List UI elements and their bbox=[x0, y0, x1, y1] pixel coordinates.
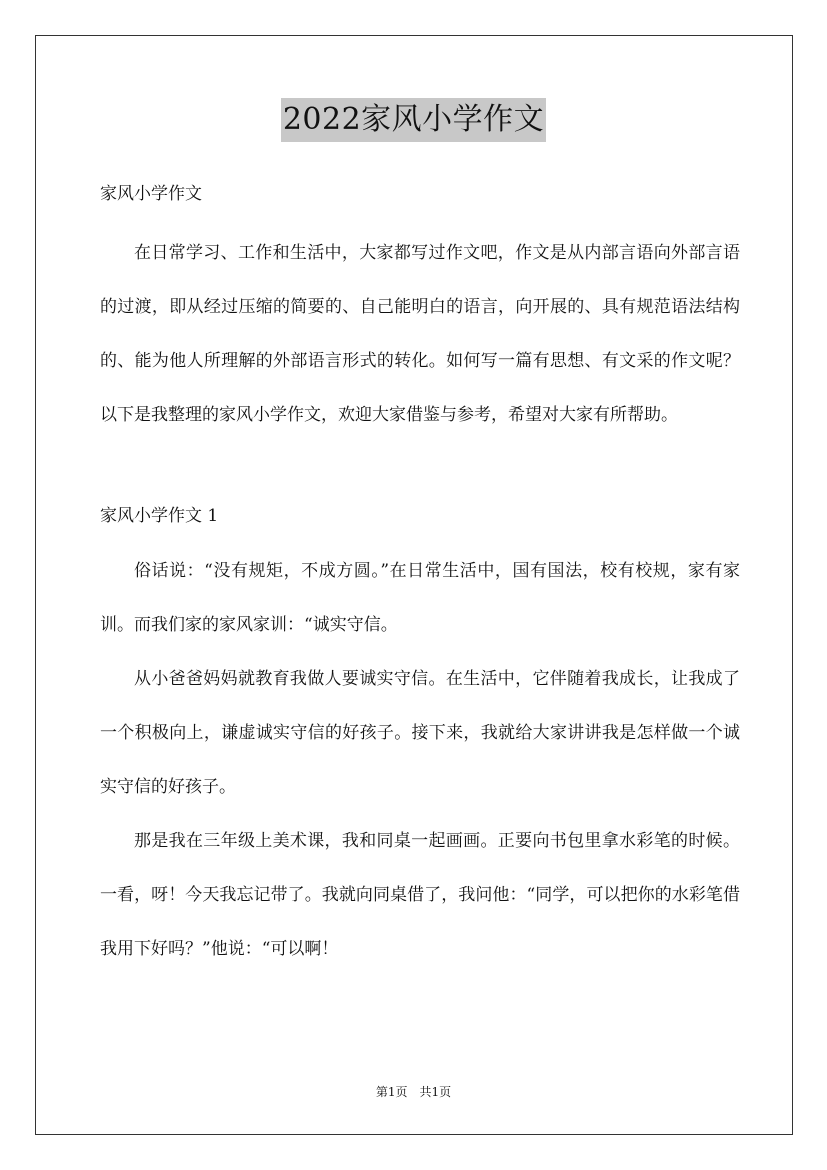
page-footer: 第1页 共1页 bbox=[375, 1085, 452, 1099]
title-container bbox=[0, 98, 827, 142]
section-heading: 家风小学作文 1 bbox=[100, 506, 219, 526]
body-paragraph: 那是我在三年级上美术课，我和同桌一起画画。正要向书包里拿水彩笔的时候。一看，呀！今天我忘记带了。我就向同桌借了，我问他：“同学，可以把你的水彩笔借我用下好吗？”他说：“可以啊！ bbox=[100, 831, 740, 959]
body-paragraph: 从小爸爸妈妈就教育我做人要诚实守信。在生活中，它伴随着我成长，让我成了一个积极向上，谦虚诚实守信的好孩子。接下来，我就给大家讲讲我是怎样做一个诚实守信的好孩子。 bbox=[100, 669, 740, 797]
intro-paragraph: 在日常学习、工作和生活中，大家都写过作文吧，作文是从内部言语向外部言语的过渡，即从经过压缩的简要的、自己能明白的语言，向开展的、具有规范语法结构的、能为他人所理解的外部语言形式的转化。如何写一篇有思想、有文采的作文呢？以下是我整理的家风小学作文，欢迎大家借鉴与参考，希望对大家有所帮助。 bbox=[100, 243, 740, 425]
body-paragraph: 俗话说：“没有规矩，不成方圆。”在日常生活中，国有国法，校有校规，家有家训。而我们家的家风家训：“诚实守信。 bbox=[100, 561, 740, 635]
document-body bbox=[100, 172, 740, 976]
intro-heading: 家风小学作文 bbox=[100, 184, 202, 204]
document-title: 2022家风小学作文 bbox=[281, 98, 546, 142]
